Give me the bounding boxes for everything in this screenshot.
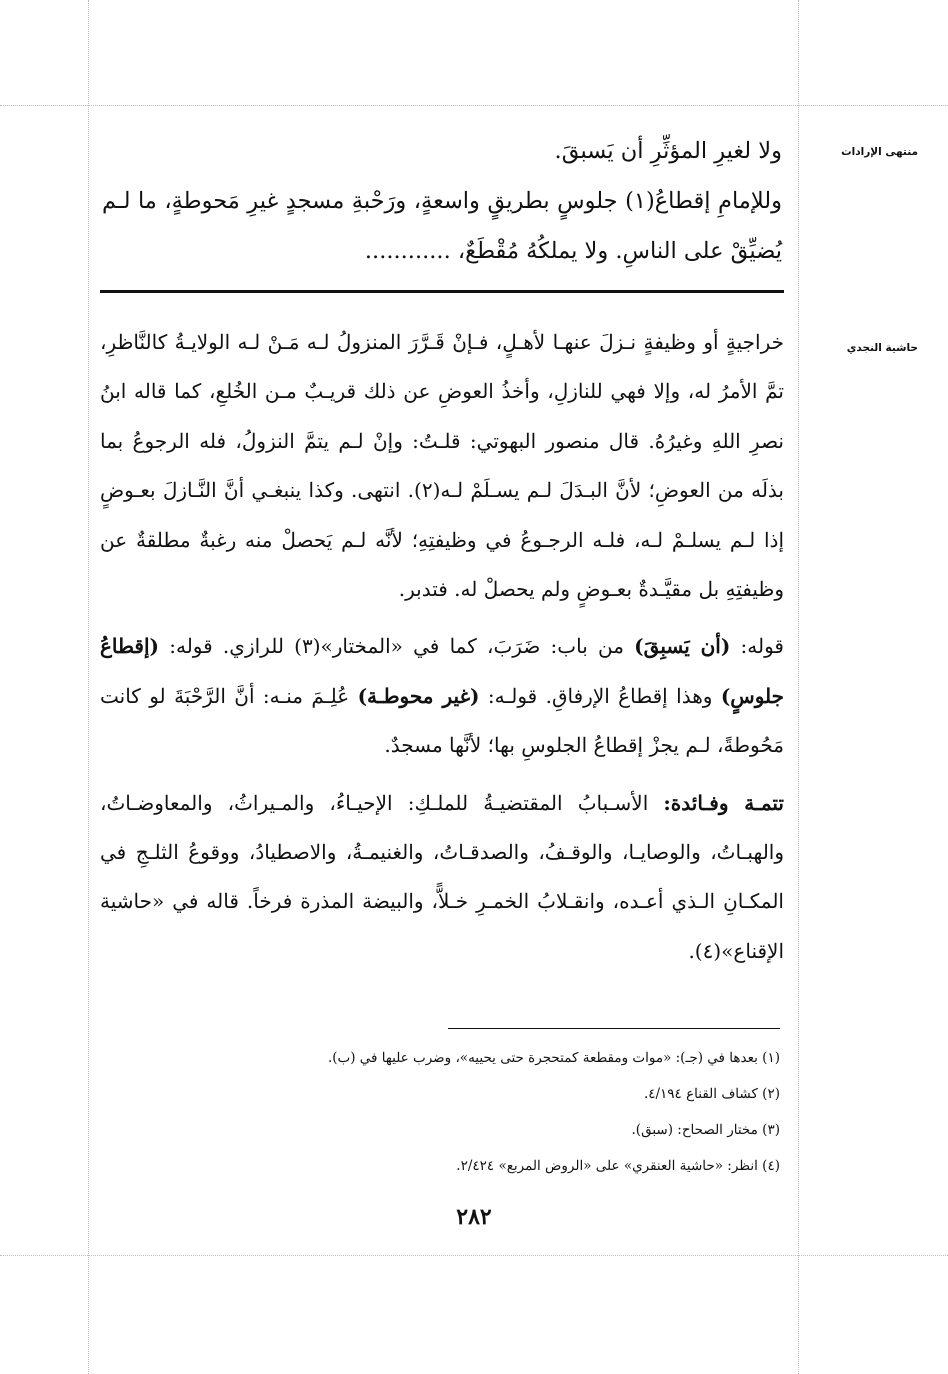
commentary-paragraph-1: خراجيةٍ أو وظيفةٍ نـزلَ عنهـا لأهـلٍ، فـإنْ قَـرَّرَ المنزولُ لـه مَـنْ لـه الولايـةُ كالنَّاظرِ، تمَّ الأمرُ له، وإلا فهي للنازلِ، وأخذُ العوضِ عن ذلك قريـبٌ مـن الخُلعِ، كما قاله ابنُ نصرِ اللهِ وغيرُهُ. قال منصور البهوتي: قلـتُ: وإنْ لـم يتمَّ النزولُ، فله الرجوعُ بما بذلَه من العوضِ؛ لأنَّ البـدَلَ لـم يسـلَمْ لـه(٢). انتهى. وكذا ينبغـي أنَّ النَّـازلَ بعـوضٍ إذا لـم يسلـمْ لـه، فلـه الرجـوعُ في وظيفتِهِ؛ لأنَّه لـم يَحصلْ منه رغبةٌ مطلقةٌ عن وظيفتِهِ بل مقيَّـدةٌ بعـوضٍ ولم يحصلْ له. فتدبر. — [100, 330, 784, 602]
footnote-divider — [448, 1028, 780, 1029]
bold-term: (أن يَسبِقَ) — [634, 634, 731, 659]
commentary-paragraph-3 — [100, 779, 784, 977]
footnote: (٢) كشاف القناع ٤/١٩٤. — [643, 1086, 780, 1102]
side-label-matn: منتهى الإرادات — [841, 146, 918, 158]
footnotes — [80, 1040, 780, 1184]
guide-line-horizontal — [0, 105, 948, 106]
guide-line-horizontal — [0, 1255, 948, 1256]
text-run: عُلِـمَ منـه: أنَّ الرَّحْبَةَ لو كانت مَحُوطةً، لـم يجزْ إقطاعُ الجلوسِ بها؛ لأنَّها مسجدٌ. — [100, 683, 784, 758]
commentary — [100, 318, 784, 976]
text-run: وهذا إقطاعُ الإرفاقِ. قولـه: — [479, 683, 721, 708]
text-run: الأسـبابُ المقتضيـةُ للملـكِ: الإحيـاءُ، والمـيراثُ، والمعاوضـاتُ، والهبـاتُ، والوصايـا، والوقـفُ، والصدقـاتُ، والغنيمـةُ، والاصطيادُ، ووقوعُ الثلـجِ في المكـانِ الـذي أعـده، وانقـلابُ الخمـرِ خـلاًّ، والبيضة المذرة فرخاً. قاله في «حاشية الإقناع»(٤). — [100, 790, 784, 963]
text-run: من باب: ضَرَبَ، كما في «المختار»(٣) للرازي. قوله: — [159, 634, 635, 659]
footnote: (٣) مختار الصحاح: (سبق). — [631, 1122, 780, 1138]
bold-term: (إقطاعُ جلوسٍ) — [100, 634, 785, 708]
side-label-hashiya: حاشية النجدي — [846, 342, 918, 354]
bold-term: (غير محوطـة) — [357, 683, 480, 708]
commentary-paragraph-2 — [100, 622, 784, 770]
text-run: قوله: — [730, 634, 784, 659]
page-number: ٢٨٢ — [456, 1204, 492, 1230]
bold-heading: تتمـة وفـائدة: — [663, 790, 785, 815]
footnote: (٤) انظر: «حاشية العنقري» على «الروض المربع» ٢/٤٢٤. — [456, 1158, 780, 1174]
section-divider — [100, 290, 784, 293]
main-text — [102, 126, 782, 276]
main-text-paragraph: وللإمامِ إقطاعُ(١) جلوسٍ بطريقٍ واسعةٍ، ورَحْبةِ مسجدٍ غيرِ مَحوطةٍ، ما لـم يُضيِّقْ على الناسِ. ولا يملكُهُ مُقْطَعٌ، ............ — [102, 188, 782, 264]
guide-line-vertical — [798, 0, 799, 1374]
main-text-line: ولا لغيرِ المؤثِّرِ أن يَسبقَ. — [554, 138, 782, 164]
footnote: (١) بعدها في (جـ): «موات ومقطعة كمتحجرة حتى يحييه»، وضرب عليها في (ب). — [327, 1050, 780, 1066]
